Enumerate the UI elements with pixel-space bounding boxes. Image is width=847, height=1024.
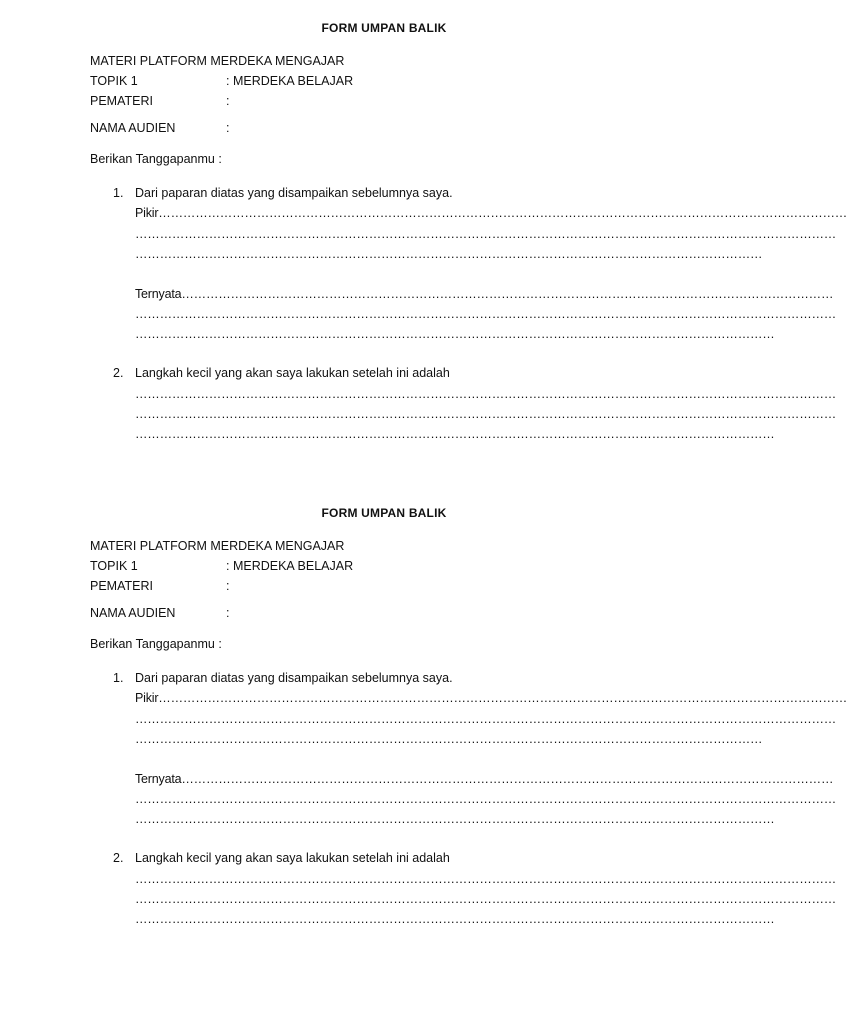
answer-line: ……………………………………………………………………………………………………………………………………………………… — [135, 872, 837, 886]
audien-value: : — [226, 606, 230, 620]
pemateri-label: PEMATERI — [90, 94, 153, 108]
answer-line: ……………………………………………………………………………………………………………………………………………………… — [135, 227, 837, 241]
answer-line: ………………………………………………………………………………………………………………………………………… — [135, 812, 775, 826]
pemateri-value: : — [226, 94, 230, 108]
form-title: FORM UMPAN BALIK — [321, 21, 447, 35]
pikir-line: Pikir…………………………………………………………………………………………………………………………………………………… — [135, 691, 847, 705]
answer-line: ………………………………………………………………………………………………………………………………………… — [135, 427, 775, 441]
answer-line: ……………………………………………………………………………………………………………………………………………………… — [135, 892, 837, 906]
audien-row — [90, 121, 229, 135]
answer-line: ………………………………………………………………………………………………………………………………………… — [135, 327, 775, 341]
question-2-text: Langkah kecil yang akan saya lakukan setelah ini adalah — [135, 851, 450, 865]
question-2-number: 2. — [113, 851, 124, 865]
pikir-line: Pikir…………………………………………………………………………………………………………………………………………………… — [135, 206, 847, 220]
answer-line: ……………………………………………………………………………………………………………………………………… — [135, 247, 763, 261]
prompt-text: Berikan Tanggapanmu : — [90, 637, 222, 651]
topik-value: : MERDEKA BELAJAR — [226, 559, 354, 573]
question-2-text: Langkah kecil yang akan saya lakukan setelah ini adalah — [135, 366, 450, 380]
pemateri-label: PEMATERI — [90, 579, 153, 593]
question-2-number: 2. — [113, 366, 124, 380]
form-title: FORM UMPAN BALIK — [321, 506, 447, 520]
answer-line: ……………………………………………………………………………………………………………………………………………………… — [135, 407, 837, 421]
materi-heading: MATERI PLATFORM MERDEKA MENGAJAR — [90, 539, 345, 553]
topik-value: : MERDEKA BELAJAR — [226, 74, 354, 88]
answer-line: ……………………………………………………………………………………………………………………………………………………… — [135, 712, 837, 726]
answer-line: ……………………………………………………………………………………………………………………………………… — [135, 732, 763, 746]
topik-label: TOPIK 1 — [90, 74, 138, 88]
ternyata-line: Ternyata…………………………………………………………………………………………………………………………………………… — [135, 287, 834, 301]
topik-row — [90, 74, 353, 88]
question-1-text: Dari paparan diatas yang disampaikan sebelumnya saya. — [135, 186, 453, 200]
materi-heading: MATERI PLATFORM MERDEKA MENGAJAR — [90, 54, 345, 68]
answer-line: ……………………………………………………………………………………………………………………………………………………… — [135, 387, 837, 401]
topik-row — [90, 559, 353, 573]
audien-label: NAMA AUDIEN — [90, 121, 176, 135]
pemateri-row — [90, 579, 229, 593]
question-1-text: Dari paparan diatas yang disampaikan sebelumnya saya. — [135, 671, 453, 685]
audien-value: : — [226, 121, 230, 135]
pemateri-row — [90, 94, 229, 108]
answer-line: ……………………………………………………………………………………………………………………………………………………… — [135, 792, 837, 806]
prompt-text: Berikan Tanggapanmu : — [90, 152, 222, 166]
question-1-number: 1. — [113, 671, 124, 685]
pemateri-value: : — [226, 579, 230, 593]
audien-row — [90, 606, 229, 620]
answer-line: ……………………………………………………………………………………………………………………………………………………… — [135, 307, 837, 321]
answer-line: ………………………………………………………………………………………………………………………………………… — [135, 912, 775, 926]
question-1-number: 1. — [113, 186, 124, 200]
audien-label: NAMA AUDIEN — [90, 606, 176, 620]
topik-label: TOPIK 1 — [90, 559, 138, 573]
ternyata-line: Ternyata…………………………………………………………………………………………………………………………………………… — [135, 772, 834, 786]
